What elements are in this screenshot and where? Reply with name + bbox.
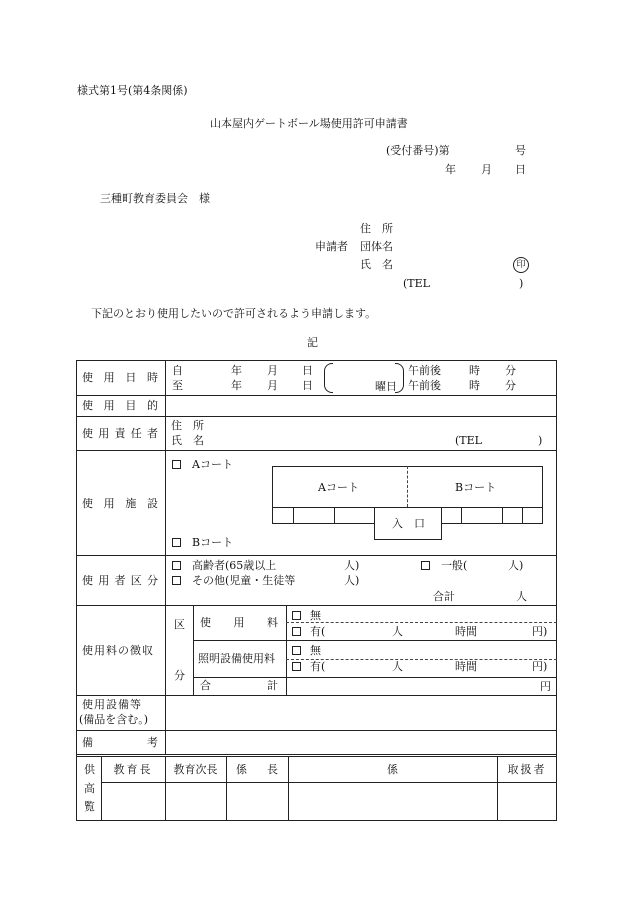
from-label: 自 <box>172 364 183 377</box>
other-label: その他(児童・生徒等 <box>192 574 296 587</box>
date-year: 年 <box>445 163 456 176</box>
receipt-number-label: (受付番号)第 <box>386 144 450 157</box>
to-minute: 分 <box>505 379 516 392</box>
to-month: 月 <box>267 379 278 392</box>
usage-fee-none-checkbox[interactable] <box>292 611 301 620</box>
form-number: 様式第1号(第4条関係) <box>77 84 188 97</box>
responsible-label: 使 用 責 任 者 <box>82 427 158 440</box>
seal-mark: 印 <box>513 257 529 273</box>
fee-label: 使用料の徴収 <box>82 644 154 657</box>
fee-bun: 分 <box>174 669 185 682</box>
court-a-option-label: Aコート <box>192 458 233 471</box>
date-day: 日 <box>515 163 526 176</box>
approval-side-3: 覧 <box>84 800 95 813</box>
lighting-fee-people: 人 <box>392 660 403 673</box>
weekday-paren-left <box>324 363 333 393</box>
user-category-label: 使 用 者 区 分 <box>82 574 158 587</box>
from-hour: 時 <box>469 364 480 377</box>
applicant-tel-open: (TEL <box>403 277 430 290</box>
applicant-name-label: 氏 名 <box>360 258 393 271</box>
addressee: 三種町教育委員会 様 <box>100 192 210 205</box>
usage-fee-hours: 時間 <box>455 625 477 638</box>
to-day: 日 <box>302 379 313 392</box>
court-a-option[interactable] <box>172 459 233 470</box>
lighting-fee-none-label: 無 <box>310 644 321 657</box>
fee-total-label: 合 計 <box>200 679 278 692</box>
to-ampm: 午前後 <box>408 379 441 392</box>
court-b-checkbox[interactable] <box>172 538 181 547</box>
diagram-court-a: Aコート <box>318 481 359 494</box>
user-total-people: 人 <box>516 590 527 603</box>
other-checkbox[interactable] <box>172 576 181 585</box>
elderly-checkbox[interactable] <box>172 561 181 570</box>
lighting-fee-yes-label: 有( <box>310 660 326 673</box>
usage-fee-yes-label: 有( <box>310 625 326 638</box>
from-year: 年 <box>231 364 242 377</box>
to-hour: 時 <box>469 379 480 392</box>
lighting-fee-none-option[interactable] <box>292 645 321 656</box>
lighting-fee-yen: 円) <box>532 660 548 673</box>
remarks-label: 備 考 <box>82 736 158 749</box>
document-title: 山本屋内ゲートボール場使用許可申請書 <box>210 117 408 130</box>
other-people-close: 人) <box>344 574 360 587</box>
court-a-checkbox[interactable] <box>172 460 181 469</box>
to-year: 年 <box>231 379 242 392</box>
lighting-fee-hours: 時間 <box>455 660 477 673</box>
court-b-option[interactable] <box>172 537 233 548</box>
from-month: 月 <box>267 364 278 377</box>
fee-total-yen: 円 <box>540 680 551 693</box>
approval-head-handler: 取扱者 <box>507 763 547 776</box>
ki-mark: 記 <box>307 336 318 349</box>
datetime-label: 使 用 日 時 <box>82 371 158 384</box>
usage-fee-label: 使 用 料 <box>200 616 278 629</box>
equipment-sublabel: (備品を含む。) <box>79 713 149 726</box>
usage-fee-yes-option[interactable] <box>292 626 325 637</box>
usage-fee-yes-checkbox[interactable] <box>292 627 301 636</box>
applicant-tel-close: ) <box>519 277 524 290</box>
from-minute: 分 <box>505 364 516 377</box>
resp-tel-close: ) <box>538 434 543 447</box>
resp-name-label: 氏 名 <box>171 434 204 447</box>
application-statement: 下記のとおり使用したいので許可されるよう申請します。 <box>91 307 377 320</box>
approval-side-2: 高 <box>84 782 95 795</box>
diagram-entrance: 入 口 <box>392 517 425 530</box>
approval-head-education: 教育長 <box>113 763 153 776</box>
lighting-fee-none-checkbox[interactable] <box>292 646 301 655</box>
applicant-address-label: 住 所 <box>360 222 393 235</box>
receipt-number-suffix: 号 <box>515 144 526 157</box>
general-checkbox[interactable] <box>421 561 430 570</box>
court-b-option-label: Bコート <box>192 536 234 549</box>
lighting-fee-label: 照明設備使用料 <box>198 652 275 665</box>
elderly-option[interactable] <box>172 560 276 571</box>
user-total-label: 合計 <box>433 590 455 603</box>
date-month: 月 <box>481 163 492 176</box>
approval-head-staff: 係 <box>387 763 398 776</box>
purpose-label: 使 用 目 的 <box>82 399 158 412</box>
equipment-label: 使用設備等 <box>82 698 142 711</box>
usage-fee-none-option[interactable] <box>292 610 321 621</box>
diagram-court-b: Bコート <box>455 481 497 494</box>
facility-label: 使 用 施 設 <box>82 497 158 510</box>
usage-fee-yen: 円) <box>532 625 548 638</box>
approval-side-1: 供 <box>84 763 95 776</box>
applicant-group-label: 団体名 <box>360 240 393 253</box>
approval-head-chief: 係 長 <box>236 763 278 776</box>
fee-ku: 区 <box>174 618 185 631</box>
resp-address-label: 住 所 <box>171 419 204 432</box>
weekday-label: 曜日 <box>375 380 397 393</box>
general-label: 一般( <box>441 559 468 572</box>
usage-fee-people: 人 <box>392 625 403 638</box>
from-ampm: 午前後 <box>408 364 441 377</box>
other-option[interactable] <box>172 575 295 586</box>
lighting-fee-yes-option[interactable] <box>292 661 325 672</box>
applicant-label: 申請者 <box>315 240 348 253</box>
elderly-people-close: 人) <box>344 559 360 572</box>
to-label: 至 <box>172 379 183 392</box>
elderly-label: 高齢者(65歳以上 <box>192 559 277 572</box>
resp-tel-open: (TEL <box>455 434 482 447</box>
lighting-fee-yes-checkbox[interactable] <box>292 662 301 671</box>
approval-head-vice: 教育次長 <box>173 763 218 776</box>
general-people-close: 人) <box>508 559 524 572</box>
general-option[interactable] <box>421 560 467 571</box>
from-day: 日 <box>302 364 313 377</box>
usage-fee-none-label: 無 <box>310 609 321 622</box>
